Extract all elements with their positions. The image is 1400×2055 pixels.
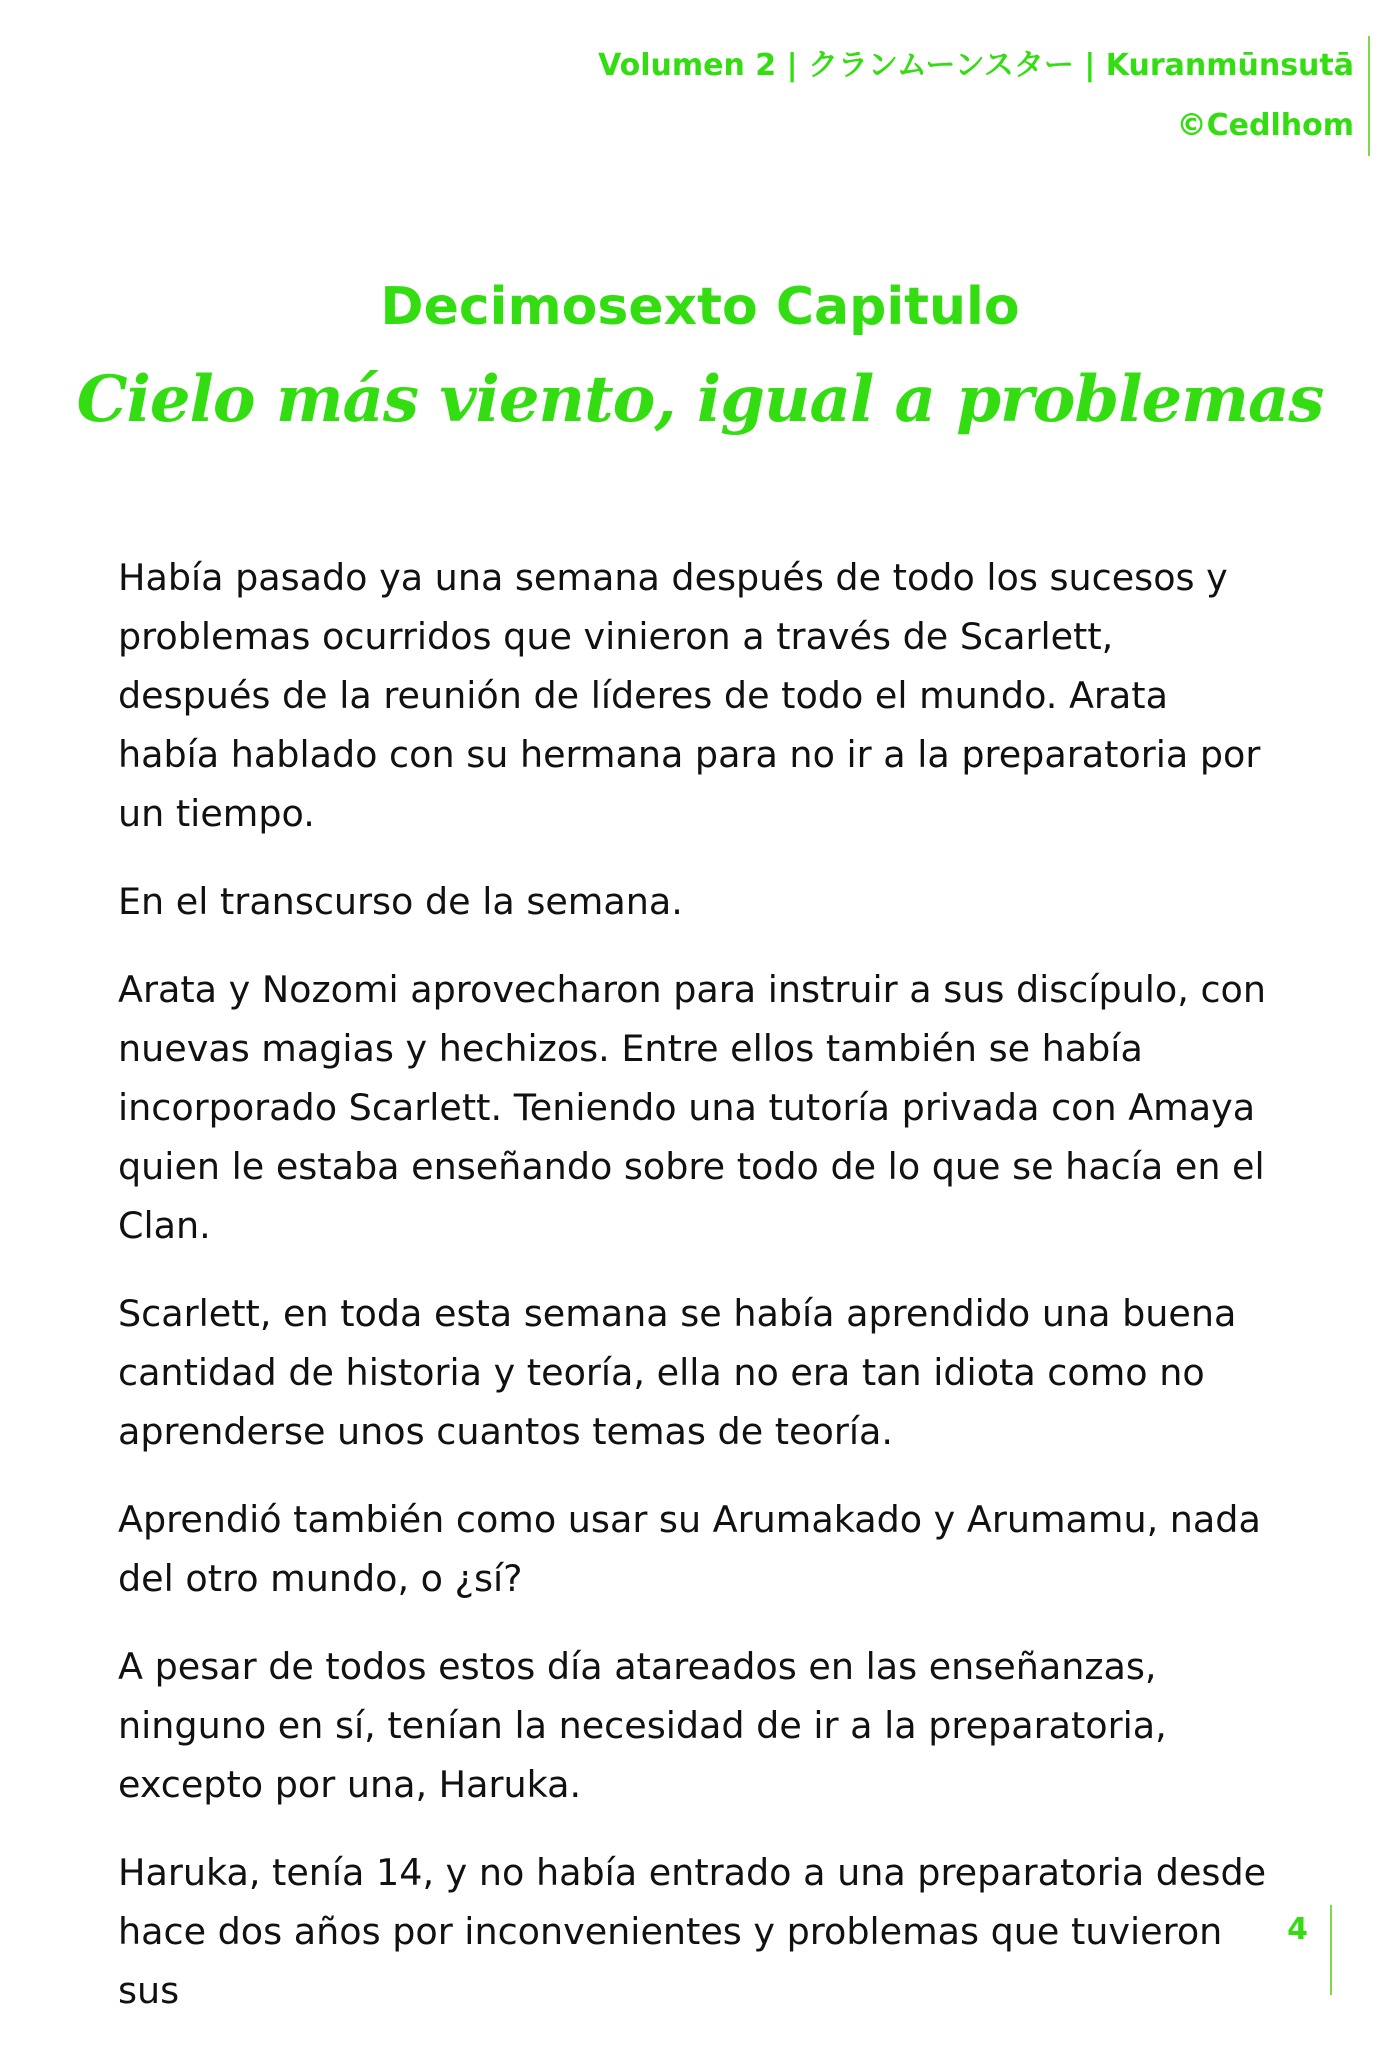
- header-separator: |: [786, 48, 798, 83]
- paragraph: Scarlett, en toda esta semana se había aprendido una buena cantidad de historia y teoría, ella no era tan idiota como no aprenderse unos cuantos temas de teoría.: [118, 1292, 1237, 1453]
- header-title-jp: クランムーンスター: [808, 48, 1074, 83]
- paragraph: Haruka, tenía 14, y no había entrado a una preparatoria desde hace dos años por inconvenientes y problemas que tuvieron sus: [118, 1851, 1267, 2012]
- header-volume: Volumen 2: [598, 48, 777, 83]
- page-number: 4: [1287, 1905, 1332, 1995]
- paragraph: Arata y Nozomi aprovecharon para instruir a sus discípulo, con nuevas magias y hechizos. Entre ellos también se había incorporado Scarlett. Teniendo una tutoría privada con Amaya quien le estaba enseñando sobre todo de lo que se hacía en el Clan.: [118, 968, 1267, 1247]
- paragraph: Había pasado ya una semana después de todo los sucesos y problemas ocurridos que vinieron a través de Scarlett, después de la reunión de líderes de todo el mundo. Arata había hablado con su hermana para no ir a la preparatoria por un tiempo.: [118, 556, 1261, 835]
- body-text: [118, 548, 1268, 2049]
- header-separator: |: [1084, 48, 1096, 83]
- paragraph: Aprendió también como usar su Arumakado y Arumamu, nada del otro mundo, o ¿sí?: [118, 1498, 1261, 1600]
- header-title-romaji: Kuranmūnsutā: [1105, 48, 1354, 83]
- chapter-subtitle: Cielo más viento, igual a problemas: [76, 362, 1324, 437]
- header-title-line: [598, 36, 1354, 96]
- chapter-heading: Decimosexto Capitulo: [380, 277, 1020, 337]
- paragraph: A pesar de todos estos día atareados en las enseñanzas, ninguno en sí, tenían la necesidad de ir a la preparatoria, excepto por una, Haruka.: [118, 1645, 1167, 1806]
- page-header: [598, 36, 1370, 156]
- paragraph: En el transcurso de la semana.: [118, 880, 683, 923]
- header-copyright: ©Cedlhom: [1176, 108, 1354, 143]
